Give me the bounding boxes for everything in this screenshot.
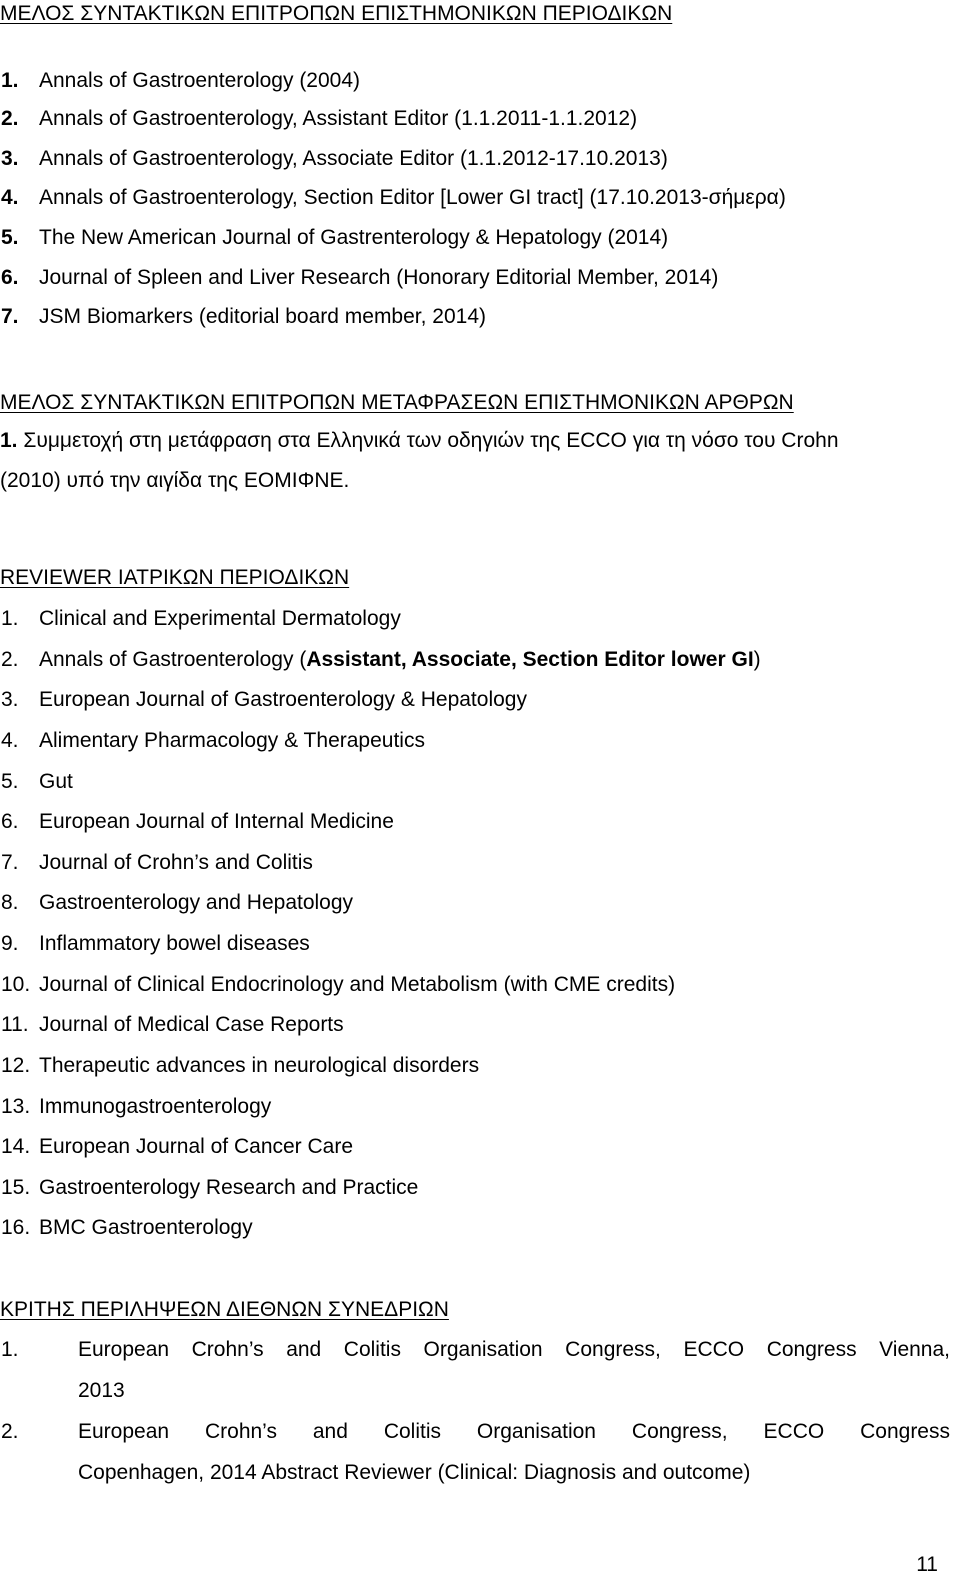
section-heading-translation: ΜΕΛΟΣ ΣΥΝΤΑΚΤΙΚΩΝ ΕΠΙΤΡΟΠΩΝ ΜΕΤΑΦΡΑΣΕΩΝ ΕΠΙΣΤΗΜΟΝΙΚΩΝ ΑΡΘΡΩΝ	[0, 391, 794, 414]
list-item: 12. Therapeutic advances in neurological disorders	[1, 1054, 480, 1077]
section-heading-editorial: ΜΕΛΟΣ ΣΥΝΤΑΚΤΙΚΩΝ ΕΠΙΤΡΟΠΩΝ ΕΠΙΣΤΗΜΟΝΙΚΩΝ ΠΕΡΙΟΔΙΚΩΝ	[0, 2, 673, 25]
list-item: 13. Immunogastroenterology	[1, 1095, 272, 1118]
section-heading-reviewer: REVIEWER ΙΑΤΡΙΚΩΝ ΠΕΡΙΟΔΙΚΩΝ	[0, 566, 350, 589]
list-item: European Crohn’s and Colitis Organisation Congress, ECCO Congress	[78, 1420, 950, 1443]
list-item: 6. European Journal of Internal Medicine	[1, 810, 394, 833]
list-item: 7. JSM Biomarkers (editorial board member, 2014)	[1, 305, 487, 328]
list-item: 1. Clinical and Experimental Dermatology	[1, 607, 401, 630]
list-item: 5. Gut	[1, 770, 73, 793]
section-heading-congress: ΚΡΙΤΗΣ ΠΕΡΙΛΗΨΕΩΝ ΔΙΕΘΝΩΝ ΣΥΝΕΔΡΙΩΝ	[0, 1298, 449, 1321]
page-number: 11	[916, 1553, 938, 1576]
list-item: 3. European Journal of Gastroenterology & Hepatology	[1, 688, 527, 711]
list-item: 1. Annals of Gastroenterology (2004)	[1, 69, 361, 92]
list-item: 16. BMC Gastroenterology	[1, 1216, 253, 1239]
list-item-continuation: (2010) υπό την αιγίδα της ΕΟΜΙΦΝΕ.	[0, 469, 350, 492]
list-item: 15. Gastroenterology Research and Practice	[1, 1176, 419, 1199]
list-item: 2. Annals of Gastroenterology, Assistant Editor (1.1.2011-1.1.2012)	[1, 107, 638, 130]
list-item: 14. European Journal of Cancer Care	[1, 1135, 354, 1158]
list-item: European Crohn’s and Colitis Organisation Congress, ECCO Congress Vienna,	[78, 1338, 950, 1361]
list-item: 7. Journal of Crohn’s and Colitis	[1, 851, 313, 874]
list-item-number: 1.	[1, 1338, 19, 1361]
list-item: 4. Annals of Gastroenterology, Section Editor [Lower GI tract] (17.10.2013-σήμερα)	[1, 186, 786, 209]
list-item: 6. Journal of Spleen and Liver Research (Honorary Editorial Member, 2014)	[1, 266, 719, 289]
list-item: 8. Gastroenterology and Hepatology	[1, 891, 354, 914]
list-item: 2. Annals of Gastroenterology (Assistant, Associate, Section Editor lower GI)	[1, 648, 761, 671]
list-item-continuation: 2013	[78, 1379, 125, 1402]
list-item: 3. Annals of Gastroenterology, Associate Editor (1.1.2012-17.10.2013)	[1, 147, 668, 170]
list-item-number: 2.	[1, 1420, 19, 1443]
list-item: 1. Συμμετοχή στη μετάφραση στα Ελληνικά των οδηγιών της ECCO για τη νόσο του Crohn	[0, 429, 839, 452]
list-item: 4. Alimentary Pharmacology & Therapeutics	[1, 729, 425, 752]
list-item-continuation: Copenhagen, 2014 Abstract Reviewer (Clinical: Diagnosis and outcome)	[78, 1461, 751, 1484]
list-item: 9. Inflammatory bowel diseases	[1, 932, 310, 955]
list-item: 10. Journal of Clinical Endocrinology and Metabolism (with CME credits)	[1, 973, 676, 996]
list-item: 11. Journal of Medical Case Reports	[1, 1013, 344, 1036]
list-item: 5. The New American Journal of Gastrenterology & Hepatology (2014)	[1, 226, 669, 249]
